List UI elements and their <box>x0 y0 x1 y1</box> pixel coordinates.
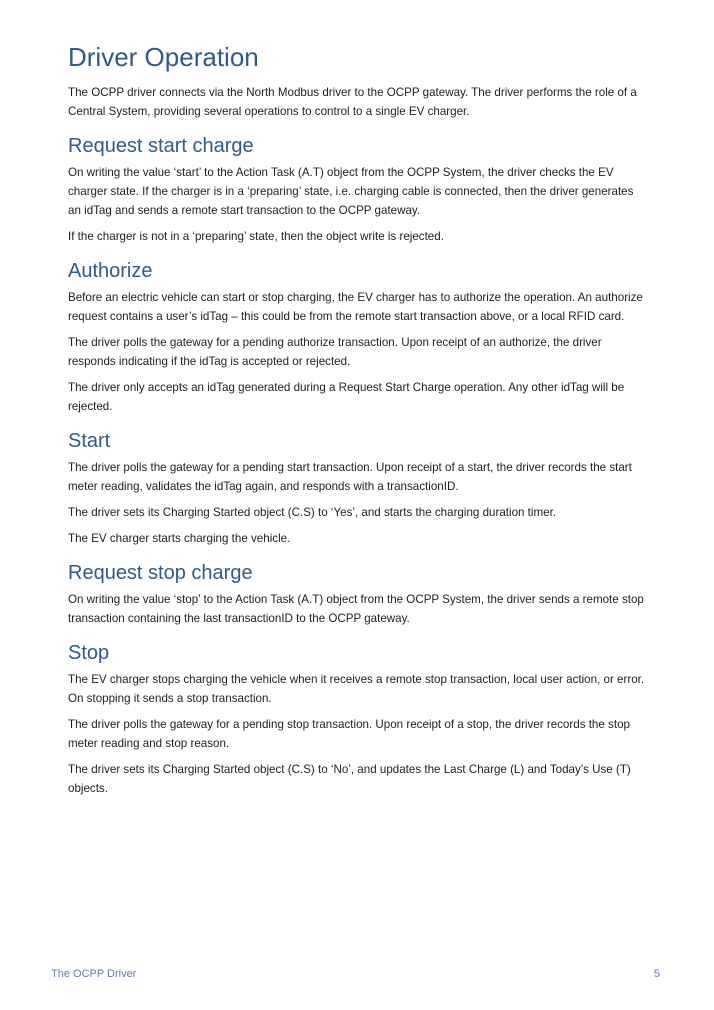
paragraph: The driver polls the gateway for a pending authorize transaction. Upon receipt of an authorize, the driver responds indicating if the idTag is accepted or rejected. <box>68 336 602 368</box>
section-heading-request-stop-charge: Request stop charge <box>68 562 253 584</box>
section-heading-stop: Stop <box>68 642 110 664</box>
paragraph: The driver polls the gateway for a pending stop transaction. Upon receipt of a stop, the driver records the stop meter reading and stop reason. <box>68 718 630 750</box>
paragraph: On writing the value ‘start’ to the Action Task (A.T) object from the OCPP System, the driver checks the EV charger state. If the charger is in a ‘preparing’ state, i.e. charging cable is connected, then the driver generates an idTag and sends a remote start transaction to the OCPP gateway. <box>68 166 634 217</box>
footer-page-number: 5 <box>653 968 660 980</box>
paragraph: The EV charger stops charging the vehicle when it receives a remote stop transaction, local user action, or error. On stopping it sends a stop transaction. <box>68 673 645 705</box>
paragraph: On writing the value ‘stop’ to the Action Task (A.T) object from the OCPP System, the driver sends a remote stop transaction containing the last transactionID to the OCPP gateway. <box>68 593 644 625</box>
footer-document-title: The OCPP Driver <box>51 968 137 980</box>
intro-paragraph: The OCPP driver connects via the North Modbus driver to the OCPP gateway. The driver performs the role of a Central System, providing several operations to control to a single EV charger. <box>68 86 637 118</box>
section-heading-authorize: Authorize <box>68 260 153 282</box>
paragraph: If the charger is not in a ‘preparing’ state, then the object write is rejected. <box>68 230 444 243</box>
paragraph: Before an electric vehicle can start or stop charging, the EV charger has to authorize the operation. An authorize request contains a user’s idTag – this could be from the remote start transaction above, or a local RFID card. <box>68 291 643 323</box>
paragraph: The driver sets its Charging Started object (C.S) to ‘No’, and updates the Last Charge (L) and Today’s Use (T) objects. <box>68 763 631 795</box>
page-title: Driver Operation <box>68 42 259 72</box>
paragraph: The driver polls the gateway for a pending start transaction. Upon receipt of a start, the driver records the start meter reading, validates the idTag again, and responds with a transactionID. <box>68 461 632 493</box>
section-heading-request-start-charge: Request start charge <box>68 135 254 157</box>
paragraph: The driver sets its Charging Started object (C.S) to ‘Yes’, and starts the charging duration timer. <box>68 506 557 519</box>
section-heading-start: Start <box>68 430 111 452</box>
paragraph: The driver only accepts an idTag generated during a Request Start Charge operation. Any other idTag will be rejected. <box>68 381 625 413</box>
document-page <box>68 40 648 805</box>
paragraph: The EV charger starts charging the vehicle. <box>68 532 291 545</box>
